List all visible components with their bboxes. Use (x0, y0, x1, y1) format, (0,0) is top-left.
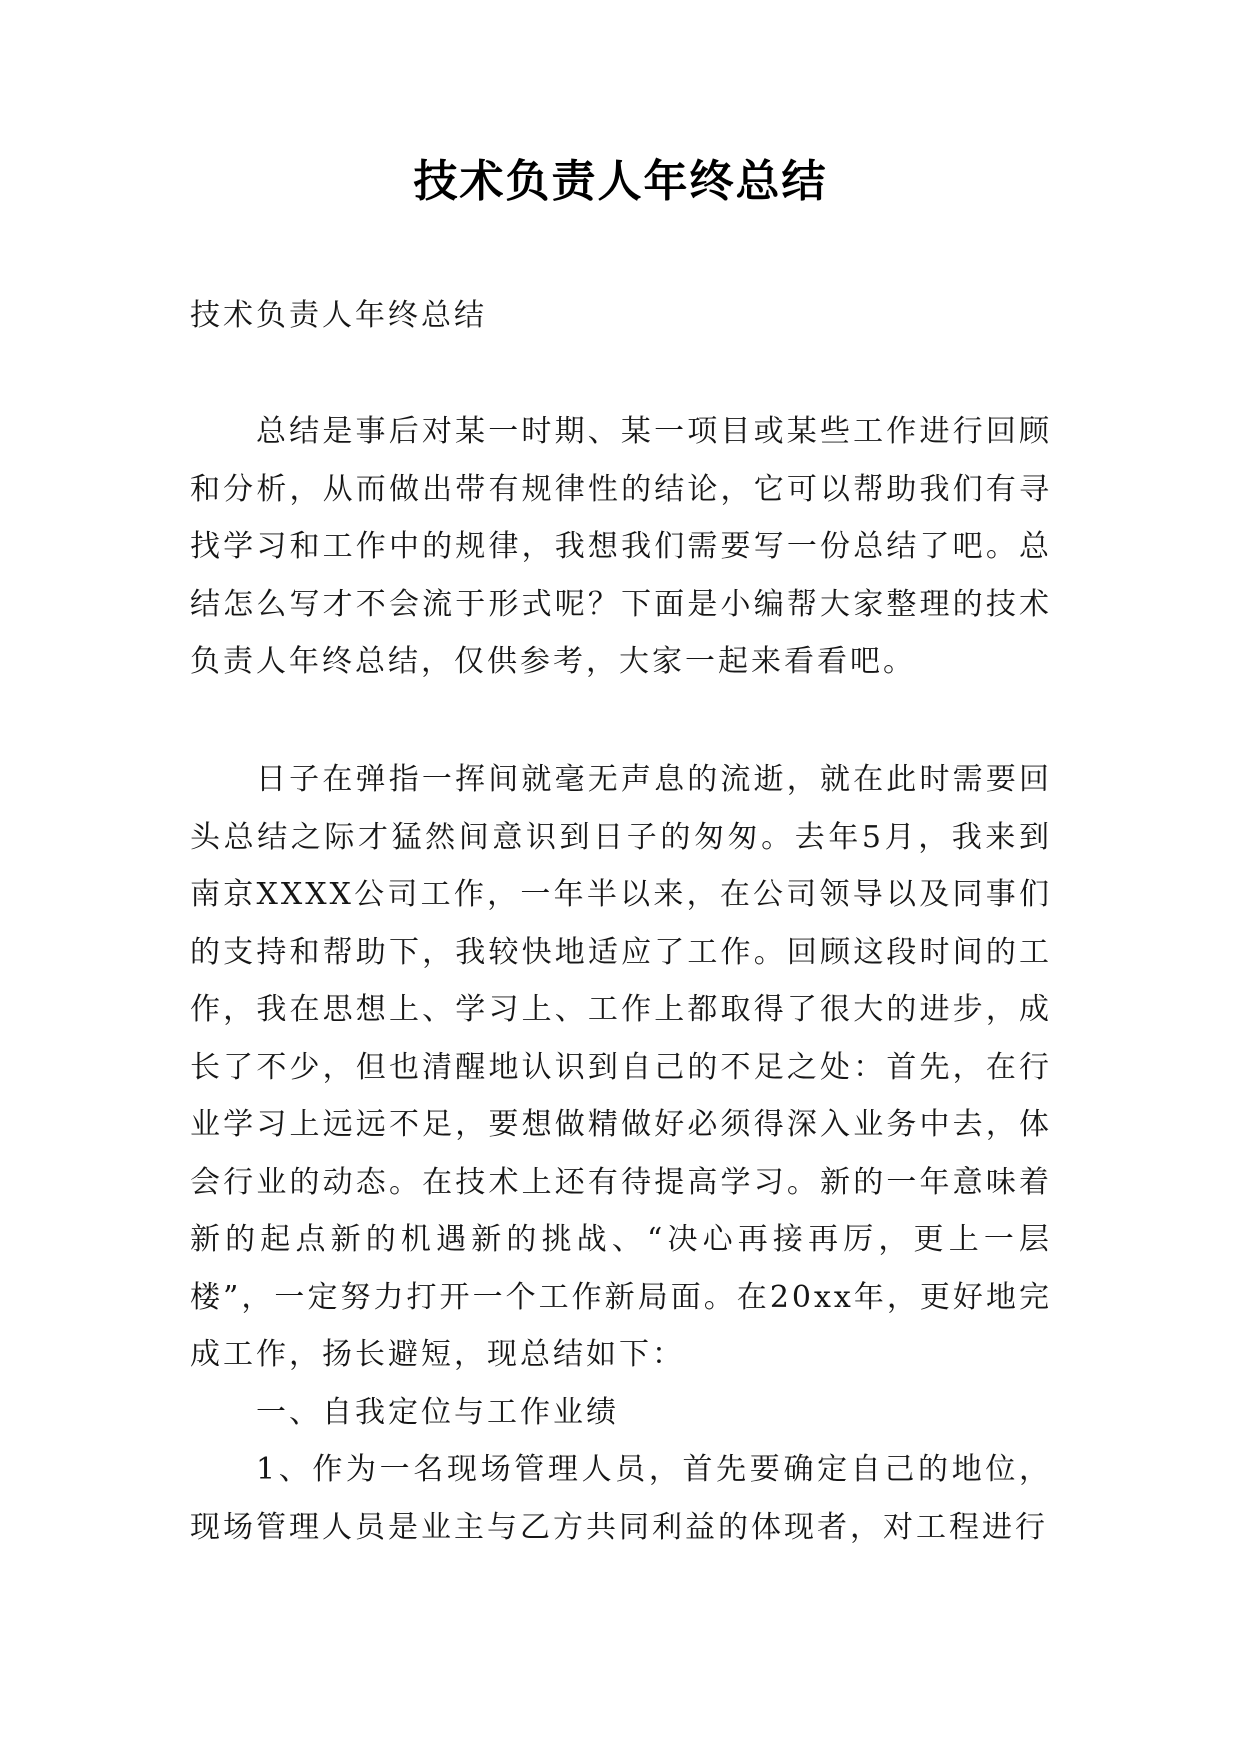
body-paragraph: 日子在弹指一挥间就毫无声息的流逝，就在此时需要回头总结之际才猛然间意识到日子的匆匆。去年5月，我来到南京XXXX公司工作，一年半以来，在公司领导以及同事们的支持和帮助下，我较快地适应了工作。回顾这段时间的工作，我在思想上、学习上、工作上都取得了很大的进步，成长了不少，但也清醒地认识到自己的不足之处：首先，在行业学习上远远不足，要想做精做好必须得深入业务中去，体会行业的动态。在技术上还有待提高学习。新的一年意味着新的起点新的机遇新的挑战、“决心再接再厉，更上一层楼”，一定努力打开一个工作新局面。在20xx年，更好地完成工作，扬长避短，现总结如下： (190, 762, 1052, 1372)
body-paragraph-item-1: 1、作为一名现场管理人员，首先要确定自己的地位，现场管理人员是业主与乙方共同利益的体现者，对工程进行 (190, 1452, 1052, 1545)
document-title: 技术负责人年终总结 (413, 156, 828, 207)
section-heading: 一、自我定位与工作业绩 (256, 1394, 619, 1430)
main-body (190, 751, 1052, 1556)
intro-paragraph: 总结是事后对某一时期、某一项目或某些工作进行回顾和分析，从而做出带有规律性的结论，它可以帮助我们有寻找学习和工作中的规律，我想我们需要写一份总结了吧。总结怎么写才不会流于形式呢？下面是小编帮大家整理的技术负责人年终总结，仅供参考，大家一起来看看吧。 (190, 414, 1052, 679)
document-subtitle: 技术负责人年终总结 (190, 298, 487, 333)
